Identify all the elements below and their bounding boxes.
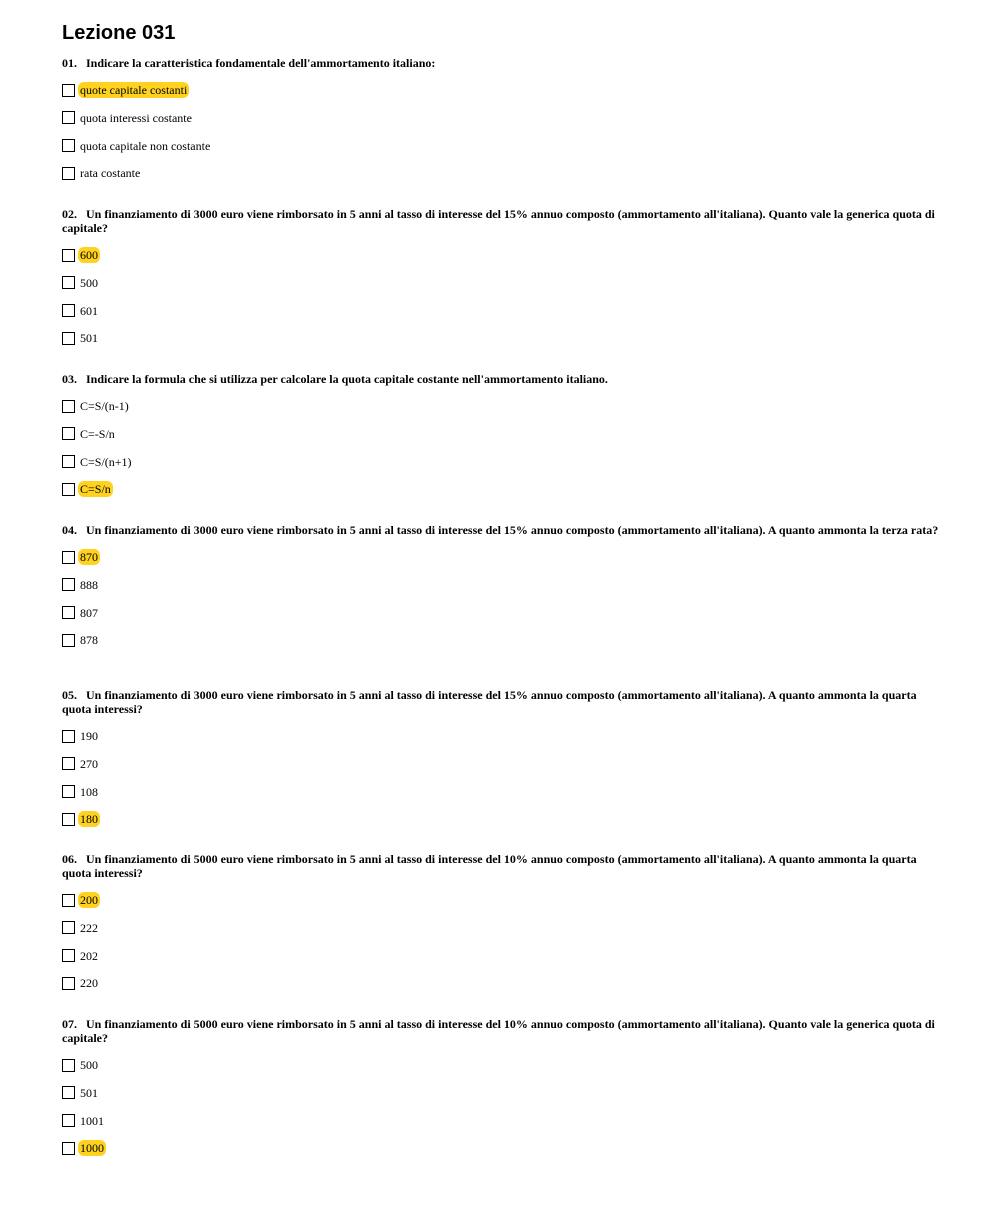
question-number: 06. bbox=[62, 852, 77, 866]
checkbox[interactable] bbox=[62, 332, 75, 345]
answer-option[interactable] bbox=[62, 892, 942, 908]
question-number: 01. bbox=[62, 56, 77, 70]
question-02 bbox=[62, 207, 942, 358]
checkbox[interactable] bbox=[62, 249, 75, 262]
checkbox[interactable] bbox=[62, 139, 75, 152]
answer-option[interactable] bbox=[62, 398, 942, 414]
answer-label: 601 bbox=[80, 303, 98, 318]
checkbox[interactable] bbox=[62, 276, 75, 289]
answer-option[interactable] bbox=[62, 82, 942, 98]
checkbox[interactable] bbox=[62, 1059, 75, 1072]
checkbox[interactable] bbox=[62, 1114, 75, 1127]
answer-label: quota interessi costante bbox=[80, 110, 192, 125]
answer-option[interactable] bbox=[62, 811, 942, 827]
answer-options bbox=[62, 892, 942, 991]
answer-label: 180 bbox=[80, 812, 98, 827]
question-text bbox=[62, 1017, 942, 1045]
answer-label: 600 bbox=[80, 248, 98, 262]
answer-label: 500 bbox=[80, 1058, 98, 1072]
question-prompt: Un finanziamento di 3000 euro viene rimborsato in 5 anni al tasso di interesse del 15% annuo composto (ammortamento all'italiana). Quanto vale la generica quota di capitale? bbox=[62, 207, 935, 235]
answer-options bbox=[62, 549, 942, 648]
answer-label: 222 bbox=[80, 920, 98, 935]
answer-option[interactable] bbox=[62, 784, 942, 800]
answer-option[interactable] bbox=[62, 426, 942, 442]
checkbox[interactable] bbox=[62, 785, 75, 798]
checkbox[interactable] bbox=[62, 1086, 75, 1099]
answer-option[interactable] bbox=[62, 1057, 942, 1073]
answer-label: quota capitale non costante bbox=[80, 138, 211, 153]
question-06 bbox=[62, 852, 942, 1003]
answer-label: 501 bbox=[80, 331, 98, 346]
question-prompt: Un finanziamento di 3000 euro viene rimborsato in 5 anni al tasso di interesse del 15% annuo composto (ammortamento all'italiana). A quanto ammonta la terza rata? bbox=[86, 523, 939, 537]
checkbox[interactable] bbox=[62, 977, 75, 990]
checkbox[interactable] bbox=[62, 606, 75, 619]
page-title: Lezione 031 bbox=[62, 22, 176, 44]
answer-option[interactable] bbox=[62, 138, 942, 154]
answer-label: 270 bbox=[80, 756, 98, 771]
question-number: 04. bbox=[62, 523, 77, 537]
answer-option[interactable] bbox=[62, 275, 942, 291]
answer-option[interactable] bbox=[62, 303, 942, 319]
answer-option[interactable] bbox=[62, 1140, 942, 1156]
checkbox[interactable] bbox=[62, 949, 75, 962]
answer-option[interactable] bbox=[62, 481, 942, 497]
answer-label: 870 bbox=[80, 550, 98, 564]
checkbox[interactable] bbox=[62, 894, 75, 907]
checkbox[interactable] bbox=[62, 427, 75, 440]
answer-option[interactable] bbox=[62, 330, 942, 346]
answer-label: C=-S/n bbox=[80, 426, 115, 441]
checkbox[interactable] bbox=[62, 304, 75, 317]
checkbox[interactable] bbox=[62, 455, 75, 468]
checkbox[interactable] bbox=[62, 578, 75, 591]
answer-options bbox=[62, 728, 942, 827]
question-text bbox=[62, 56, 942, 70]
question-prompt: Indicare la caratteristica fondamentale dell'ammortamento italiano: bbox=[86, 56, 436, 70]
answer-label: C=S/(n-1) bbox=[80, 399, 129, 413]
question-number: 02. bbox=[62, 207, 77, 221]
answer-option[interactable] bbox=[62, 948, 942, 964]
answer-option[interactable] bbox=[62, 247, 942, 263]
answer-option[interactable] bbox=[62, 454, 942, 470]
answer-label: 878 bbox=[80, 633, 98, 648]
checkbox[interactable] bbox=[62, 167, 75, 180]
answer-option[interactable] bbox=[62, 1085, 942, 1101]
question-prompt: Indicare la formula che si utilizza per calcolare la quota capitale costante nell'ammortamento italiano. bbox=[86, 372, 608, 386]
answer-label: 1001 bbox=[80, 1113, 104, 1128]
checkbox[interactable] bbox=[62, 84, 75, 97]
question-number: 03. bbox=[62, 372, 77, 386]
answer-label: rata costante bbox=[80, 166, 141, 181]
question-text bbox=[62, 852, 942, 880]
checkbox[interactable] bbox=[62, 921, 75, 934]
answer-label: 500 bbox=[80, 275, 98, 290]
answer-options bbox=[62, 1057, 942, 1156]
answer-option[interactable] bbox=[62, 165, 942, 181]
question-prompt: Un finanziamento di 3000 euro viene rimborsato in 5 anni al tasso di interesse del 15% annuo composto (ammortamento all'italiana). A quanto ammonta la quarta quota interessi? bbox=[62, 688, 917, 716]
checkbox[interactable] bbox=[62, 1142, 75, 1155]
question-07 bbox=[62, 1017, 942, 1168]
checkbox[interactable] bbox=[62, 634, 75, 647]
answer-label: C=S/n bbox=[80, 482, 111, 497]
checkbox[interactable] bbox=[62, 111, 75, 124]
answer-option[interactable] bbox=[62, 549, 942, 565]
answer-label: quote capitale costanti bbox=[80, 83, 188, 97]
answer-option[interactable] bbox=[62, 1113, 942, 1129]
answer-options bbox=[62, 398, 942, 497]
answer-label: 190 bbox=[80, 729, 98, 743]
answer-label: 888 bbox=[80, 577, 98, 592]
question-text bbox=[62, 372, 942, 386]
question-04 bbox=[62, 523, 942, 660]
answer-label: C=S/(n+1) bbox=[80, 454, 132, 469]
answer-option[interactable] bbox=[62, 577, 942, 593]
question-text bbox=[62, 207, 942, 235]
answer-label: 807 bbox=[80, 605, 98, 620]
answer-option[interactable] bbox=[62, 756, 942, 772]
answer-label: 220 bbox=[80, 976, 98, 991]
question-text bbox=[62, 688, 942, 716]
answer-option[interactable] bbox=[62, 110, 942, 126]
answer-option[interactable] bbox=[62, 975, 942, 991]
checkbox[interactable] bbox=[62, 551, 75, 564]
answer-option[interactable] bbox=[62, 605, 942, 621]
checkbox[interactable] bbox=[62, 400, 75, 413]
answer-option[interactable] bbox=[62, 920, 942, 936]
checkbox[interactable] bbox=[62, 483, 75, 496]
answer-options bbox=[62, 82, 942, 181]
checkbox[interactable] bbox=[62, 813, 75, 826]
question-03 bbox=[62, 372, 942, 509]
answer-options bbox=[62, 247, 942, 346]
question-05 bbox=[62, 688, 942, 839]
answer-label: 202 bbox=[80, 948, 98, 963]
checkbox[interactable] bbox=[62, 730, 75, 743]
answer-label: 108 bbox=[80, 784, 98, 799]
question-01 bbox=[62, 56, 942, 193]
question-number: 07. bbox=[62, 1017, 77, 1031]
answer-option[interactable] bbox=[62, 632, 942, 648]
answer-label: 200 bbox=[80, 893, 98, 907]
answer-label: 1000 bbox=[80, 1141, 104, 1156]
answer-option[interactable] bbox=[62, 728, 942, 744]
question-text bbox=[62, 523, 942, 537]
question-prompt: Un finanziamento di 5000 euro viene rimborsato in 5 anni al tasso di interesse del 10% annuo composto (ammortamento all'italiana). A quanto ammonta la quarta quota interessi? bbox=[62, 852, 917, 880]
question-prompt: Un finanziamento di 5000 euro viene rimborsato in 5 anni al tasso di interesse del 10% annuo composto (ammortamento all'italiana). Quanto vale la generica quota di capitale? bbox=[62, 1017, 935, 1045]
question-number: 05. bbox=[62, 688, 77, 702]
answer-label: 501 bbox=[80, 1085, 98, 1100]
checkbox[interactable] bbox=[62, 757, 75, 770]
